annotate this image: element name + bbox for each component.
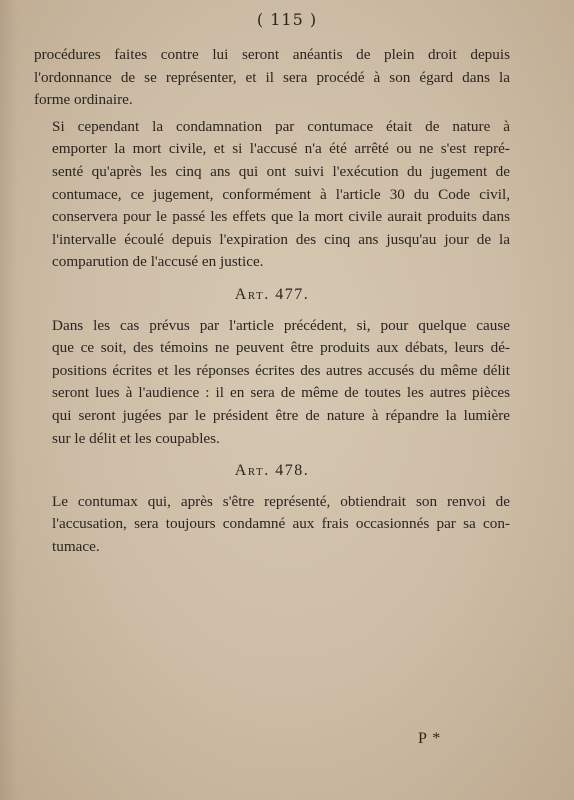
text-line: l'ordonnance de se représenter, et il sera procédé à son égard dans la	[34, 68, 510, 86]
paragraph-article-477	[34, 315, 510, 451]
text-line: Si cependant la condamnation par contumace était de nature à	[52, 117, 510, 135]
article-heading-478: Art. 478.	[234, 462, 310, 480]
text-line: conservera pour le passé les effets que la mort civile aurait produits dans	[52, 208, 510, 226]
page-body	[34, 44, 510, 558]
article-heading-477: Art. 477.	[234, 285, 310, 303]
text-line: sur le délit et les coupables.	[52, 429, 220, 447]
text-line: tumace.	[52, 537, 100, 555]
text-line: Dans les cas prévus par l'article précédent, si, pour quelque cause	[52, 316, 510, 334]
text-line: contumace, ce jugement, conformément à l'article 30 du Code civil,	[52, 185, 510, 203]
text-line: l'intervalle écoulé depuis l'expiration des cinq ans jusqu'au jour de la	[52, 230, 510, 248]
text-line: emporter la mort civile, et si l'accusé n'a été arrêté ou ne s'est repré-	[52, 140, 510, 158]
text-line: procédures faites contre lui seront anéantis de plein droit depuis	[34, 46, 510, 63]
text-line: seront lues à l'audience : il en sera de même de toutes les autres pièces	[52, 384, 510, 402]
paragraph-article-478	[34, 491, 510, 559]
printer-signature-mark: P *	[418, 730, 442, 747]
text-line: senté qu'après les cinq ans qui ont suivi l'exécution du jugement de	[52, 162, 510, 180]
paragraph-continuation	[34, 44, 510, 112]
text-line: que ce soit, des témoins ne peuvent être produits aux débats, leurs dé-	[52, 339, 510, 357]
text-line: positions écrites et les réponses écrites des autres accusés du même délit	[52, 361, 510, 379]
text-line: forme ordinaire.	[34, 91, 133, 109]
text-line: qui seront jugées par le président être de nature à répandre la lumière	[52, 406, 510, 424]
text-line: l'accusation, sera toujours condamné aux frais occasionnés par sa con-	[52, 515, 510, 533]
page-gutter-shadow	[0, 0, 18, 800]
page-number: ( 115 )	[256, 10, 318, 29]
paragraph-civil-death	[34, 116, 510, 274]
text-line: Le contumax qui, après s'être représenté, obtiendrait son renvoi de	[52, 492, 510, 510]
text-line: comparution de l'accusé en justice.	[52, 253, 264, 271]
